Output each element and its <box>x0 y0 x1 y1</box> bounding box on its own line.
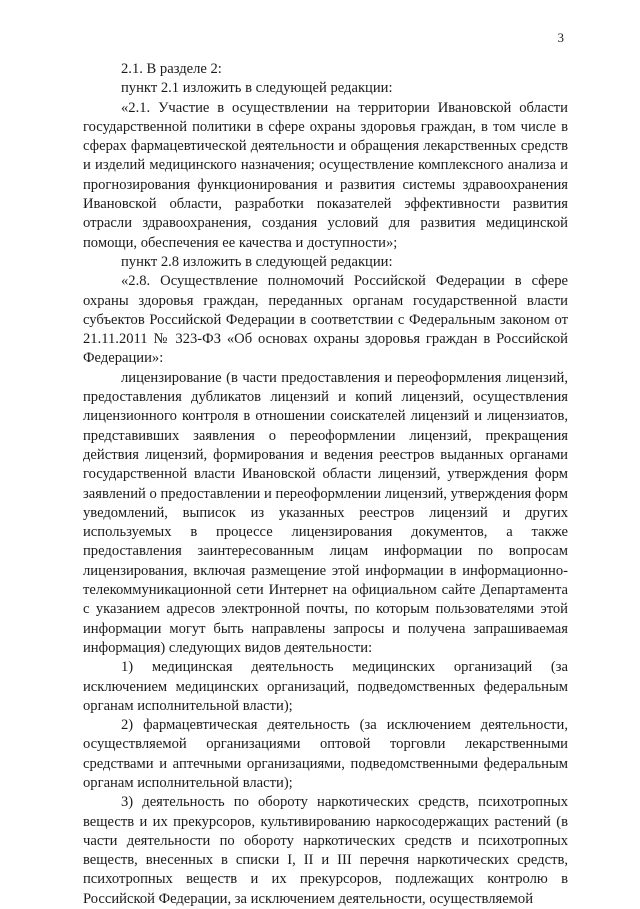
document-body <box>83 60 568 909</box>
list-item-2: 2) фармацевтическая деятельность (за исключением деятельности, осуществляемой организациями оптовой торговли лекарственными средствами и аптечными организациями, подведомственными федеральным органам исполнительной власти); <box>83 717 568 791</box>
list-item-3: 3) деятельность по обороту наркотических средств, психотропных веществ и их прекурсоров, культивированию наркосодержащих растений (в части деятельности по обороту наркотических средств и психотропных веществ, внесенных в списки I, II и III перечня наркотических средств, психотропных веществ и их прекурсоров, подлежащих контролю в Российской Федерации, за исключением деятельности, осуществляемой <box>83 794 568 907</box>
paragraph-licensing: лицензирование (в части предоставления и переоформления лицензий, предоставления дубликатов лицензий и копий лицензий, осуществления лицензионного контроля в отношении соискателей лицензий и лицензиатов, представивших заявления о переоформлении лицензий, прекращения действия лицензий, формирования и ведения реестров выданных органами государственной власти Ивановской области лицензий, утверждения форм заявлений о предоставлении и переоформлении лицензий, утверждения форм уведомлений, выписок из указанных реестров лицензий и других используемых в процессе лицензирования документов, а также предоставления заинтересованным лицам информации по вопросам лицензирования, включая размещение этой информации в информационно-телекоммуникационной сети Интернет на официальном сайте Департамента с указанием адресов электронной почты, по которым пользователями этой информации могут быть направлены запросы и получена запрашиваемая информация) следующих видов деятельности: <box>83 369 568 656</box>
list-item-1: 1) медицинская деятельность медицинских организаций (за исключением медицинских организаций, подведомственных федеральным органам исполнительной власти); <box>83 659 568 714</box>
paragraph-item-2-8-text: «2.8. Осуществление полномочий Российской Федерации в сфере охраны здоровья граждан, переданных органам государственной власти субъектов Российской Федерации в соответствии с Федеральным законом от 21.11.2011 № 323-ФЗ «Об основах охраны здоровья граждан в Российской Федерации»: <box>83 273 568 367</box>
paragraph-item-2-1-intro: пункт 2.1 изложить в следующей редакции: <box>121 80 393 97</box>
page-number: 3 <box>557 30 564 45</box>
paragraph-section-2-heading: 2.1. В разделе 2: <box>121 61 222 77</box>
paragraph-item-2-1-text: «2.1. Участие в осуществлении на территории Ивановской области государственной политики в сфере охраны здоровья граждан, в том числе в сферах фармацевтической деятельности и обращения лекарственных средств и изделий медицинского назначения; осуществление комплексного анализа и прогнозирования функционирования и развития системы здравоохранения Ивановской области, разработки показателей эффективности развития отрасли здравоохранения, создания условий для развития медицинской помощи, обеспечения ее качества и доступности»; <box>83 99 568 251</box>
paragraph-item-2-8-intro: пункт 2.8 изложить в следующей редакции: <box>121 253 393 270</box>
